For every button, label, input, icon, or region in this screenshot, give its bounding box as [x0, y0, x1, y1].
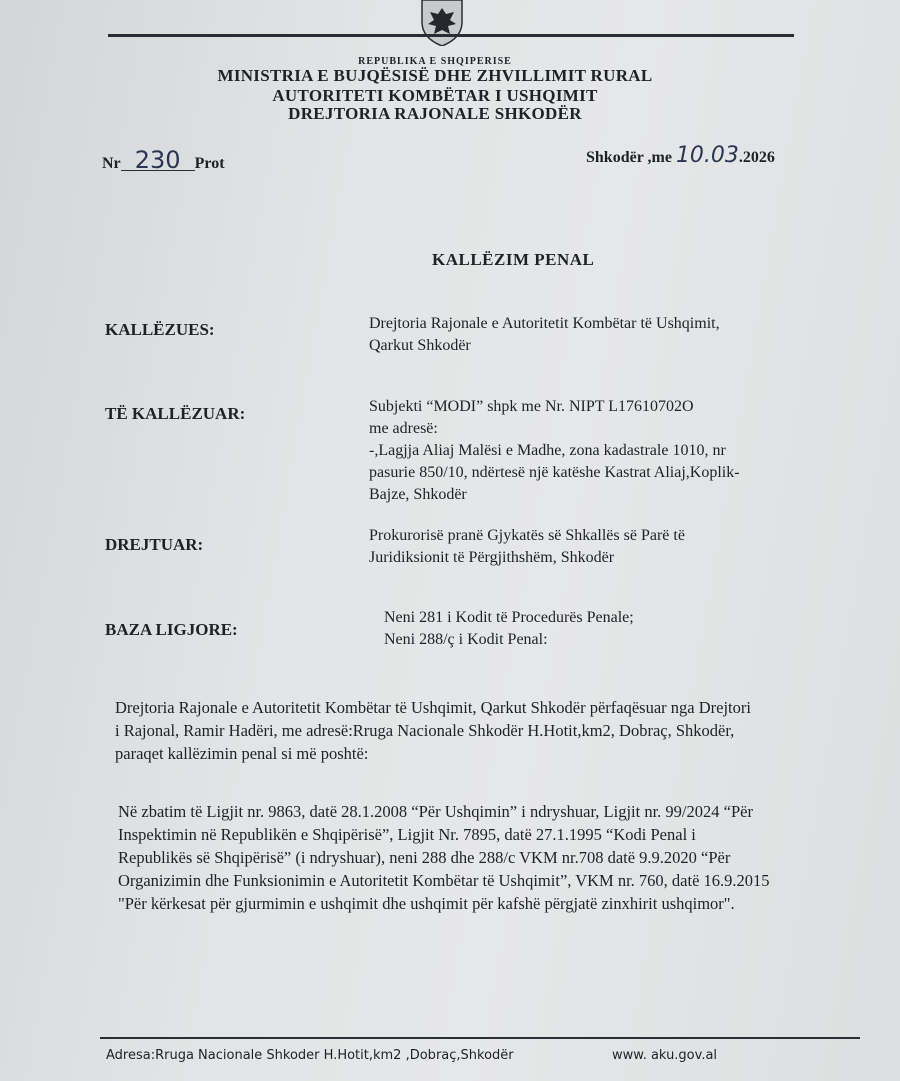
intro-paragraph: [115, 696, 855, 765]
paragraph-line: Në zbatim të Ligjit nr. 9863, datë 28.1.2008 “Për Ushqimin” i ndryshuar, Ligjit nr. 99/2024 “Për: [118, 802, 753, 821]
paragraph-line: paraqet kallëzimin penal si më poshtë:: [115, 744, 369, 763]
nr-label: Nr: [102, 155, 121, 172]
albanian-eagle-emblem-icon: [412, 0, 472, 46]
footer-website: www. aku.gov.al: [612, 1048, 718, 1063]
te-kallezuar-line: -,Lagjja Aliaj Malësi e Madhe, zona kadastrale 1010, nr: [369, 442, 726, 459]
document-title: KALLËZIM PENAL: [432, 250, 595, 269]
paragraph-line: Drejtoria Rajonale e Autoritetit Kombëtar të Ushqimit, Qarkut Shkodër përfaqësuar nga Drejtori: [115, 698, 751, 717]
paragraph-line: Organizimin dhe Funksionimin e Autoritetit Kombëtar të Ushqimit”, VKM nr. 760, datë 16.9.2015: [118, 871, 770, 890]
te-kallezuar-label: TË KALLËZUAR:: [105, 404, 246, 423]
footer-rule: [100, 1037, 860, 1039]
drejtuar-label: DREJTUAR:: [105, 535, 204, 554]
baza-line: Neni 281 i Kodit të Procedurës Penale;: [384, 609, 634, 626]
drejtuar-line: Juridiksionit të Përgjithshëm, Shkodër: [369, 549, 615, 566]
place-label: Shkodër ,me: [586, 149, 672, 166]
baza-line: Neni 288/ç i Kodit Penal:: [384, 631, 548, 648]
drejtuar-line: Prokurorisë pranë Gjykatës së Shkallës së Parë të: [369, 527, 685, 544]
te-kallezuar-line: Subjekti “MODI” shpk me Nr. NIPT L17610702O: [369, 398, 694, 415]
paragraph-line: Inspektimin në Republikën e Shqipërisë”, Ligjit Nr. 7895, datë 27.1.1995 “Kodi Penal i: [118, 825, 696, 844]
footer-address: Adresa:Rruga Nacionale Shkoder H.Hotit,km2 ,Dobraç,Shkodër: [106, 1048, 514, 1063]
ministry-heading: MINISTRIA E BUJQËSISË DHE ZHVILLIMIT RURAL: [217, 66, 653, 85]
baza-ligjore-label: BAZA LIGJORE:: [105, 620, 238, 639]
authority-heading: AUTORITETI KOMBËTAR I USHQIMIT: [272, 86, 598, 105]
te-kallezuar-line: Bajze, Shkodër: [369, 486, 467, 503]
prot-label: Prot: [194, 155, 225, 172]
date-year: .2026: [738, 149, 775, 166]
te-kallezuar-value: [369, 396, 740, 506]
te-kallezuar-line: pasurie 850/10, ndërtesë një katëshe Kastrat Aliaj,Koplik-: [369, 464, 740, 481]
te-kallezuar-line: me adresë:: [369, 420, 438, 437]
header-rule: [108, 34, 794, 37]
directorate-heading: DREJTORIA RAJONALE SHKODËR: [288, 104, 582, 123]
kallezues-value: [369, 313, 720, 357]
paragraph-line: i Rajonal, Ramir Hadëri, me adresë:Rruga Nacionale Shkodër H.Hotit,km2, Dobraç, Shkodër,: [115, 721, 735, 740]
date-handwritten: 10.03: [675, 143, 739, 168]
paragraph-line: "Për kërkesat për gjurmimin e ushqimit dhe ushqimit për kafshë përgjatë zinxhirit ushqimor".: [118, 894, 735, 913]
protocol-number: [102, 146, 225, 174]
document-date: [586, 143, 775, 168]
protocol-number-handwritten: 230: [121, 150, 195, 171]
kallezues-label: KALLËZUES:: [105, 320, 215, 339]
legal-basis-paragraph: [118, 800, 858, 915]
republic-heading: REPUBLIKA E SHQIPERISE: [358, 56, 512, 67]
kallezues-line: Qarkut Shkodër: [369, 337, 471, 354]
baza-ligjore-value: [384, 607, 634, 651]
kallezues-line: Drejtoria Rajonale e Autoritetit Kombëtar të Ushqimit,: [369, 315, 720, 332]
paragraph-line: Republikës së Shqipërisë” (i ndryshuar), neni 288 dhe 288/c VKM nr.708 datë 9.9.2020 “Për: [118, 848, 731, 867]
drejtuar-value: [369, 525, 685, 569]
